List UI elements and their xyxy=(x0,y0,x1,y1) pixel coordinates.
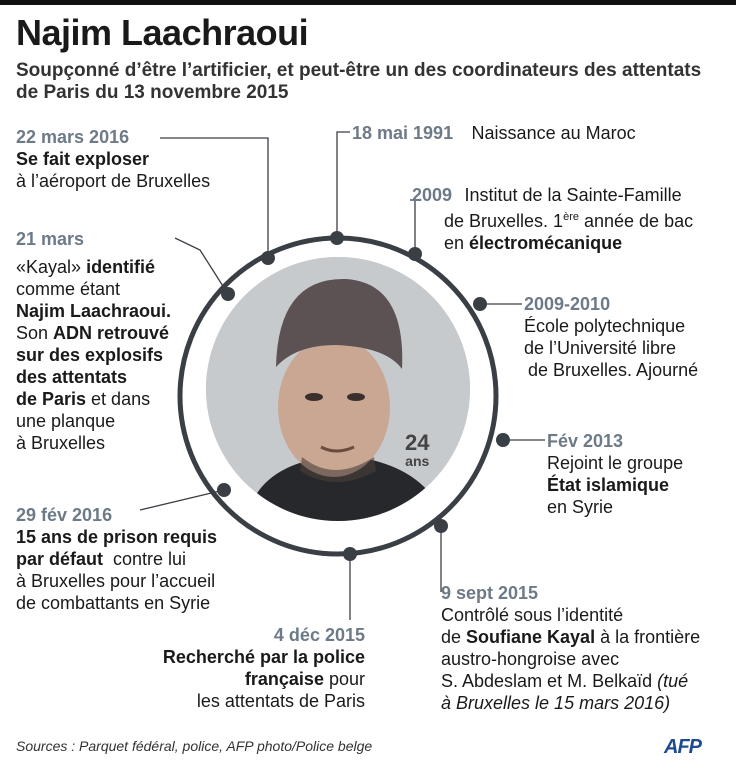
event-line: de Bruxelles. Ajourné xyxy=(528,360,699,380)
text-part: contre lui xyxy=(103,549,187,569)
page-title: Najim Laachraoui xyxy=(16,12,309,53)
event-date: 2009-2010 xyxy=(524,294,611,314)
text-part: de Bruxelles. 1 xyxy=(444,211,564,231)
page-subtitle: Soupçonné d’être l’artificier, et peut-être un des coordinateurs des attentats de Paris du 13 novembre 2015 xyxy=(16,60,702,103)
event-line: de combattants en Syrie xyxy=(16,593,211,613)
sources-footer: Sources : Parquet fédéral, police, AFP photo/Police belge xyxy=(16,738,373,754)
event-line: à l’aéroport de Bruxelles xyxy=(16,171,211,191)
event-date: 21 mars xyxy=(16,229,85,249)
event-line: les attentats de Paris xyxy=(196,691,365,711)
event-line: Contrôlé sous l’identité xyxy=(441,605,624,625)
event-line: de l’Université libre xyxy=(524,338,677,358)
text-bold: française xyxy=(244,669,324,689)
portrait-photo xyxy=(206,257,470,521)
event-line: sur des explosifs xyxy=(16,345,164,365)
event-text: Naissance au Maroc xyxy=(471,123,636,143)
text-part: «Kayal» xyxy=(16,257,87,277)
superscript: ère xyxy=(563,211,579,223)
event-date: Fév 2013 xyxy=(547,431,624,451)
event-sept-2015 xyxy=(441,582,733,714)
text-part: de xyxy=(441,627,467,647)
age-label xyxy=(405,432,429,468)
event-line xyxy=(140,668,365,690)
event-22-mars-2016 xyxy=(16,126,266,192)
event-line xyxy=(441,626,733,648)
text-italic: (tué xyxy=(657,671,689,691)
afp-logo: AFP xyxy=(664,736,701,758)
event-2009 xyxy=(412,184,722,254)
event-line: des attentats xyxy=(16,367,128,387)
text-part: année de bac xyxy=(578,211,694,231)
event-line: à Bruxelles le 15 mars 2016) xyxy=(441,693,671,713)
event-line: École polytechnique xyxy=(524,316,686,336)
event-line xyxy=(16,548,276,570)
text-bold: électromécanique xyxy=(469,233,623,253)
age-value: 24 xyxy=(405,430,430,455)
text-bold: par défaut xyxy=(16,549,104,569)
text-part: en xyxy=(444,233,470,253)
event-line xyxy=(16,322,216,344)
event-line: 15 ans de prison requis xyxy=(16,527,218,547)
event-line: Se fait exploser xyxy=(16,149,150,169)
event-line: comme étant xyxy=(16,279,121,299)
event-date: 29 fév 2016 xyxy=(16,505,113,525)
event-line xyxy=(412,232,722,254)
event-2009-2010 xyxy=(524,293,734,381)
event-date: 9 sept 2015 xyxy=(441,583,539,603)
event-fev-2013 xyxy=(547,430,732,518)
event-line: Recherché par la police xyxy=(162,647,365,667)
event-line: une planque xyxy=(16,411,116,431)
event-date: 4 déc 2015 xyxy=(273,625,365,645)
event-line: Rejoint le groupe xyxy=(547,453,684,473)
event-date: 22 mars 2016 xyxy=(16,127,130,147)
text-bold: Soufiane Kayal xyxy=(466,627,596,647)
text-part: pour xyxy=(323,669,365,689)
event-dec-2015 xyxy=(140,624,365,712)
event-line xyxy=(16,388,216,410)
event-date: 18 mai 1991 xyxy=(352,123,454,143)
event-line: à Bruxelles pour l’accueil xyxy=(16,571,216,591)
event-line xyxy=(441,670,733,692)
text-part: et dans xyxy=(86,389,151,409)
event-fev-2016 xyxy=(16,504,276,614)
event-line: en Syrie xyxy=(547,497,614,517)
event-line xyxy=(16,256,216,278)
age-unit: ans xyxy=(405,453,430,469)
event-birth xyxy=(352,122,636,144)
text-bold: ADN retrouvé xyxy=(53,323,170,343)
text-bold: identifié xyxy=(86,257,156,277)
event-line: Najim Laachraoui. xyxy=(16,301,172,321)
event-line: austro-hongroise avec xyxy=(441,649,620,669)
event-line: à Bruxelles xyxy=(16,433,106,453)
event-line: Institut de la Sainte-Famille xyxy=(464,185,682,205)
event-date: 2009 xyxy=(412,185,453,205)
text-part: Son xyxy=(16,323,54,343)
text-bold: de Paris xyxy=(16,389,87,409)
event-21-mars xyxy=(16,228,216,454)
event-line xyxy=(412,206,722,232)
text-part: à la frontière xyxy=(595,627,701,647)
event-line: État islamique xyxy=(547,475,670,495)
text-part: S. Abdeslam et M. Belkaïd xyxy=(441,671,658,691)
